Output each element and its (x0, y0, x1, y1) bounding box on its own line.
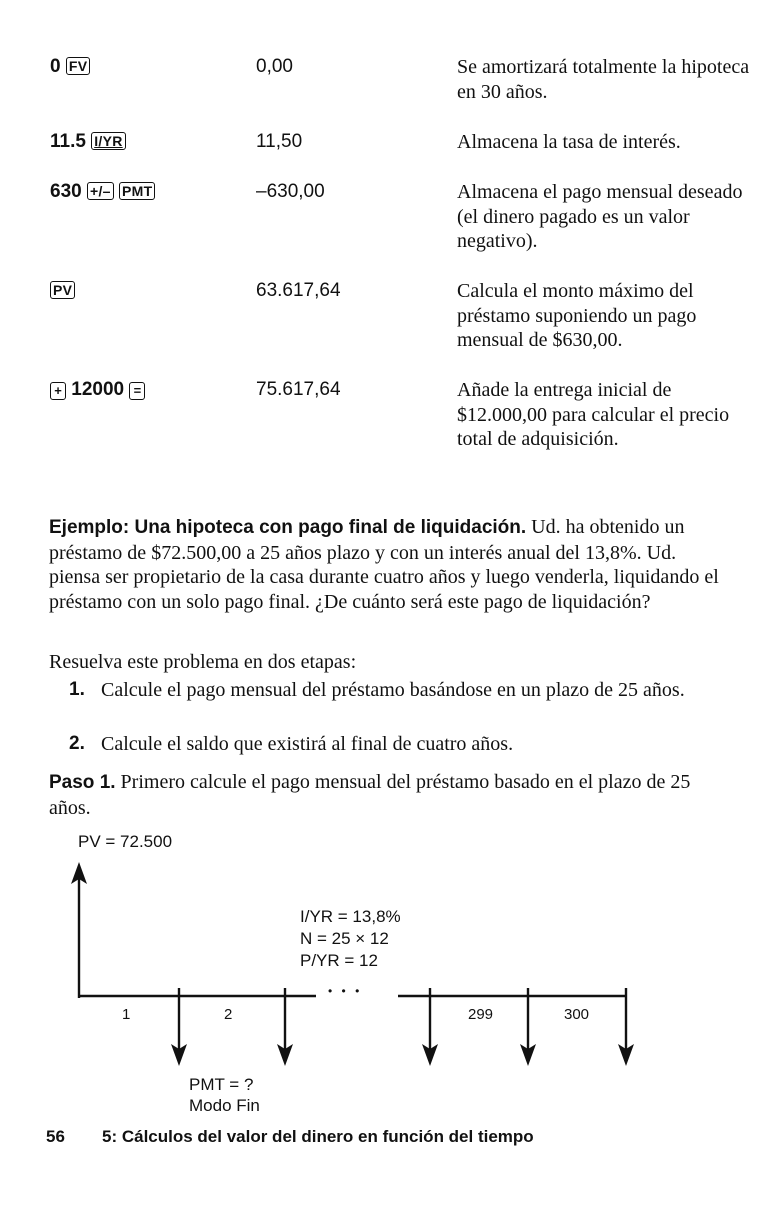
period-label-300: 300 (564, 1006, 590, 1023)
display-value: 0,00 (256, 56, 293, 77)
pmt-label: PMT = ? (189, 1075, 254, 1094)
iyr-key: I/YR (91, 132, 125, 150)
page-footer (46, 1126, 534, 1148)
display-value: 75.617,64 (256, 379, 341, 400)
display-value: 63.617,64 (256, 280, 341, 301)
plus-key: + (50, 382, 66, 400)
paso1-label: Paso 1. (49, 772, 116, 793)
change-sign-key: +/– (87, 182, 114, 200)
keystroke-number: 12000 (71, 379, 125, 400)
display-value: 11,50 (256, 131, 303, 152)
pyr-label: P/YR = 12 (300, 951, 378, 970)
paso1-text: Primero calcule el pago mensual del préstamo basado en el plazo de 25 años. (49, 771, 691, 819)
keystroke-description: Calcula el monto máximo del préstamo suponiendo un pago mensual de $630,00. (457, 280, 697, 351)
keystroke-description: Añade la entrega inicial de $12.000,00 para calcular el precio total de adquisición. (457, 379, 730, 450)
step-number: 1. (69, 679, 85, 700)
resolve-intro: Resuelva este problema en dos etapas: (49, 651, 357, 673)
iyr-label: I/YR = 13,8% (300, 907, 401, 926)
mode-label: Modo Fin (189, 1096, 260, 1115)
n-label: N = 25 × 12 (300, 929, 389, 948)
example-heading: Ejemplo: Una hipoteca con pago final de liquidación. (49, 517, 527, 538)
pv-key: PV (50, 281, 75, 299)
example-text: Ud. ha obtenido un préstamo de $72.500,00 a 25 años plazo y con un interés anual del 13,8%. Ud. piensa ser propietario de la casa durante cuatro años y luego venderla, liquidando el préstamo con un solo pago final. ¿De cuánto será este pago de liquidación? (49, 516, 719, 613)
ellipsis-dots: • • • (328, 984, 363, 998)
keystroke-number: 0 (50, 56, 61, 77)
display-value: –630,00 (256, 181, 325, 202)
keystroke-description: Almacena el pago mensual deseado (el dinero pagado es un valor negativo). (457, 181, 743, 252)
period-label-1: 1 (122, 1006, 131, 1023)
keystroke-description: Almacena la tasa de interés. (457, 131, 681, 153)
fv-key: FV (66, 57, 91, 75)
pmt-key: PMT (119, 182, 155, 200)
step-text: Calcule el saldo que existirá al final de cuatro años. (101, 733, 514, 755)
keystroke-number: 11.5 (50, 131, 86, 152)
period-label-299: 299 (468, 1006, 494, 1023)
page-number: 56 (46, 1127, 65, 1146)
period-label-2: 2 (224, 1006, 233, 1023)
keystroke-description: Se amortizará totalmente la hipoteca en 30 años. (457, 56, 750, 103)
step-text: Calcule el pago mensual del préstamo basándose en un plazo de 25 años. (101, 679, 685, 701)
chapter-title: 5: Cálculos del valor del dinero en función del tiempo (102, 1127, 534, 1146)
pv-label: PV = 72.500 (78, 832, 173, 851)
step-number: 2. (69, 733, 85, 754)
keystroke-number: 630 (50, 181, 82, 202)
equals-key: = (129, 382, 145, 400)
